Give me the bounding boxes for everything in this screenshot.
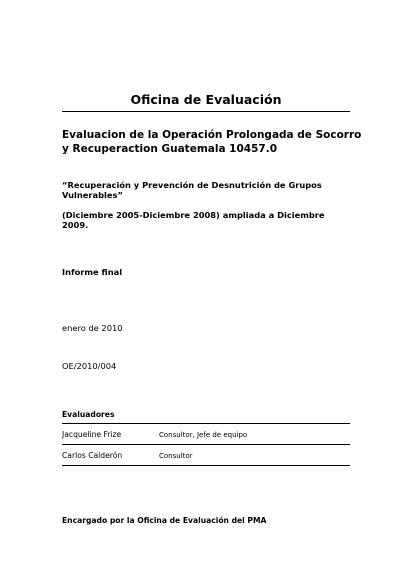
evaluator-name: Carlos Calderón (62, 451, 123, 460)
evaluation-title: Evaluacion de la Operación Prolongada de Socorro y Recuperaction Guatemala 10457.0 (62, 129, 362, 155)
evaluators-divider (62, 423, 350, 424)
evaluator-row-divider (62, 444, 350, 445)
report-type: Informe final (62, 267, 123, 277)
evaluator-row (62, 449, 350, 463)
evaluator-role: Consultor (159, 452, 193, 460)
office-title: Oficina de Evaluación (130, 92, 282, 107)
evaluators-heading: Evaluadores (62, 410, 115, 419)
report-date: enero de 2010 (62, 323, 123, 333)
evaluator-role: Consultor, Jefe de equipo (159, 431, 248, 439)
evaluator-name: Jacqueline Frize (62, 430, 122, 439)
project-name: “Recuperación y Prevención de Desnutrición de Grupos Vulnerables” (62, 180, 322, 200)
title-divider (62, 111, 350, 112)
evaluator-row-divider (62, 465, 350, 466)
commissioned-by: Encargado por la Oficina de Evaluación del PMA (62, 516, 267, 525)
evaluator-row (62, 428, 350, 442)
report-code: OE/2010/004 (62, 361, 117, 371)
project-period: (Diciembre 2005-Diciembre 2008) ampliada a Diciembre 2009. (62, 210, 325, 230)
